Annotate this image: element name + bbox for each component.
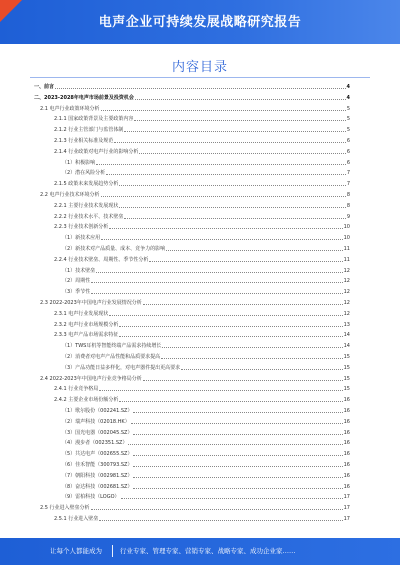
toc-entry-title: （3）季节性 — [62, 289, 91, 296]
toc-dot-leader — [99, 390, 342, 391]
toc-entry[interactable] — [54, 147, 350, 155]
toc-entry-page: 15 — [343, 386, 350, 393]
toc-entry-title: （9）雷柏科技（LOGO） — [62, 494, 120, 501]
toc-dot-leader — [181, 369, 342, 370]
footer-tagline: 行业专家、管理专家、营销专家、战略专家、成功企业家…… — [120, 547, 296, 555]
toc-entry[interactable] — [54, 201, 350, 209]
toc-entry[interactable] — [40, 503, 350, 511]
toc-dot-leader — [119, 207, 345, 208]
toc-entry-title: 2.1 电声行业政策环境分析 — [40, 105, 100, 112]
toc-entry-page: 5 — [346, 105, 350, 112]
toc-entry-title: （1）新技术应用 — [62, 235, 101, 242]
toc-entry-page: 13 — [343, 321, 350, 328]
toc-entry[interactable] — [54, 330, 350, 338]
footer-divider — [112, 545, 113, 557]
toc-entry-page: 12 — [343, 289, 350, 296]
toc-entry-page: 15 — [343, 354, 350, 360]
toc-entry-page: 14 — [343, 343, 350, 350]
toc-entry[interactable] — [54, 114, 350, 122]
toc-entry-page: 12 — [343, 310, 350, 317]
toc-entry-title: 2.3 2022-2023年中国电声行业发展情况分析 — [40, 300, 142, 306]
toc-entry-title: 2.1.4 行业政策对电声行业的影响分析 — [54, 148, 139, 155]
toc-entry-title: 2.2.2 行业技术水平、技术壁垒 — [54, 213, 124, 220]
toc-entry-page: 4 — [346, 94, 350, 101]
toc-entry[interactable] — [62, 449, 350, 457]
toc-dot-leader — [99, 520, 342, 521]
toc-dot-leader — [101, 239, 342, 240]
toc-entry-title: （4）漫步者（002351.SZ） — [62, 440, 128, 447]
toc-dot-leader — [131, 423, 343, 424]
toc-entry-title: 2.3.2 电声行业市场规模分析 — [54, 321, 119, 328]
toc-dot-leader — [96, 164, 346, 165]
toc-entry[interactable] — [62, 244, 350, 252]
toc-dot-leader — [133, 477, 342, 478]
toc-entry-title: 一、前言 — [34, 84, 55, 90]
toc-dot-leader — [91, 509, 343, 510]
toc-entry-title: 2.3.1 电声行业发展现状 — [54, 310, 109, 317]
toc-dot-leader — [106, 174, 346, 175]
toc-entry-page: 11 — [343, 246, 350, 252]
toc-entry-page: 10 — [343, 235, 350, 242]
toc-dot-leader — [133, 434, 342, 435]
toc-entry-page: 12 — [343, 278, 350, 285]
toc-entry-title: 2.5 行业进入壁垒分析 — [40, 505, 90, 512]
toc-dot-leader — [121, 498, 343, 499]
toc-entry-title: （6）佳禾智能（300793.SZ） — [62, 462, 133, 468]
toc-entry-page: 16 — [343, 472, 350, 479]
toc-entry[interactable] — [62, 471, 350, 479]
toc-entry[interactable] — [62, 492, 350, 500]
toc-entry-page: 16 — [343, 451, 350, 458]
toc-entry-page: 16 — [343, 462, 350, 468]
toc-entry-page: 12 — [343, 267, 350, 274]
toc-entry-page: 12 — [343, 300, 350, 306]
toc-dot-leader — [133, 488, 342, 489]
toc-entry-page: 17 — [343, 494, 350, 501]
toc-dot-leader — [133, 455, 342, 456]
toc-dot-leader — [119, 401, 342, 402]
toc-entry-page: 6 — [346, 148, 350, 155]
toc-entry[interactable] — [62, 363, 350, 371]
toc-entry-page: 8 — [346, 192, 350, 198]
toc-entry-title: （2）瑞声科技（02018.HK） — [62, 418, 130, 425]
toc-entry-title: 2.1.1 国家政策背景及主要政策内容 — [54, 116, 134, 123]
toc-entry-title: 2.4.1 行业竞争格局 — [54, 386, 99, 393]
toc-dot-leader — [101, 196, 346, 197]
toc-entry-title: （5）共达电声（002655.SZ） — [62, 451, 133, 458]
toc-entry-page: 6 — [346, 159, 350, 166]
toc-dot-leader — [91, 282, 342, 283]
toc-entry[interactable] — [34, 82, 350, 90]
toc-entry-title: 2.2.4 行业技术壁垒、周期性、季节性分析 — [54, 256, 149, 263]
toc-entry[interactable] — [62, 352, 350, 360]
toc-entry-title: （1）TWS耳机等智能终端产品需求持续增长 — [62, 343, 162, 350]
toc-entry-page: 5 — [346, 127, 350, 134]
toc-entry[interactable] — [62, 460, 350, 468]
footer-banner — [0, 538, 400, 565]
toc-entry-page: 8 — [346, 202, 350, 209]
toc-entry-page: 17 — [343, 516, 350, 522]
toc-entry[interactable] — [40, 298, 350, 306]
toc-entry-page: 7 — [346, 181, 350, 188]
toc-entry-page: 16 — [343, 408, 350, 414]
toc-entry[interactable] — [54, 384, 350, 392]
toc-entry-title: 2.1.3 行业相关标准及规范 — [54, 138, 114, 144]
toc-dot-leader — [143, 380, 343, 381]
toc-entry[interactable] — [40, 190, 350, 198]
toc-dot-leader — [161, 358, 342, 359]
toc-entry-page: 5 — [346, 116, 350, 123]
toc-dot-leader — [119, 326, 342, 327]
toc-entry-page: 16 — [343, 440, 350, 447]
toc-entry[interactable] — [62, 158, 350, 166]
toc-dot-leader — [134, 120, 345, 121]
toc-entry[interactable] — [62, 482, 350, 490]
document-title: 电声企业可持续发展战略研究报告 — [98, 15, 302, 30]
toc-entry-title: 二、2023-2028年电声市场前景及投资机会 — [34, 94, 134, 101]
toc-entry-page: 7 — [346, 170, 350, 177]
toc-entry[interactable] — [54, 514, 350, 522]
toc-entry-title: （7）朝阳科技（002981.SZ） — [62, 472, 133, 479]
toc-entry-page: 14 — [343, 332, 350, 339]
toc-dot-leader — [114, 142, 345, 143]
toc-entry-title: （2）周期性 — [62, 278, 91, 285]
toc-dot-leader — [149, 261, 342, 262]
toc-entry-title: （1）歌尔股份（002241.SZ） — [62, 408, 133, 414]
toc-entry-title: 2.1.2 行业主管部门与监管体制 — [54, 127, 124, 134]
toc-dot-leader — [166, 250, 342, 251]
toc-dot-leader — [124, 131, 345, 132]
toc-dot-leader — [119, 185, 345, 186]
toc-entry-title: 2.2.1 主要行业技术发展现状 — [54, 202, 119, 209]
toc-entry[interactable] — [54, 212, 350, 220]
toc-dot-leader — [55, 88, 346, 89]
toc-entry-page: 15 — [343, 364, 350, 371]
toc-entry[interactable] — [40, 104, 350, 112]
toc-dot-leader — [96, 272, 342, 273]
toc-entry[interactable] — [62, 428, 350, 436]
toc-entry[interactable] — [62, 417, 350, 425]
toc-dot-leader — [128, 444, 342, 445]
toc-entry-title: （3）产品功能日益多样化，对电声器件提出更高要求 — [62, 364, 181, 371]
toc-entry[interactable] — [54, 136, 350, 144]
toc-entry-title: （2）潜在风险分析 — [62, 170, 106, 177]
toc-entry[interactable] — [54, 395, 350, 403]
toc-dot-leader — [133, 412, 342, 413]
toc-entry[interactable] — [54, 222, 350, 230]
toc-entry-page: 6 — [346, 138, 350, 144]
toc-dot-leader — [135, 99, 346, 100]
toc-entry-page: 15 — [343, 375, 350, 382]
toc-entry[interactable] — [62, 438, 350, 446]
toc-entry-page: 16 — [343, 429, 350, 436]
toc-entry-page: 16 — [343, 397, 350, 404]
toc-entry-title: 2.2.3 行业技术创新分析 — [54, 224, 109, 231]
toc-entry[interactable] — [34, 93, 350, 101]
toc-heading: 内容目录 — [171, 60, 228, 75]
toc-dot-leader — [133, 466, 342, 467]
toc-entry-title: （8）奋达科技（002681.SZ） — [62, 483, 133, 490]
toc-entry-page: 10 — [343, 224, 350, 231]
toc-entry-page: 16 — [343, 483, 350, 490]
toc-entry-title: （3）国光电器（002045.SZ） — [62, 429, 133, 436]
toc-entry[interactable] — [54, 125, 350, 133]
toc-entry-title: （2）消费者对电声产品性能和品质要求提高 — [62, 354, 161, 360]
toc-entry-title: （1）积极影响 — [62, 159, 96, 166]
toc-entry-title: 2.3.3 电声产品市场需求特征 — [54, 332, 119, 339]
toc-dot-leader — [139, 153, 345, 154]
toc-entry-title: 2.4.2 主要企业市场份额分析 — [54, 397, 119, 404]
toc-entry[interactable] — [62, 266, 350, 274]
toc-dot-leader — [91, 293, 342, 294]
toc-entry[interactable] — [62, 233, 350, 241]
toc-entry[interactable] — [62, 287, 350, 295]
toc-entry-title: 2.4 2022-2023年中国电声行业竞争格局分析 — [40, 375, 142, 382]
toc-dot-leader — [109, 315, 342, 316]
toc-entry[interactable] — [62, 168, 350, 176]
toc-entry[interactable] — [54, 255, 350, 263]
toc-entry[interactable] — [54, 320, 350, 328]
footer-slogan: 让每个人都能成为 — [50, 547, 102, 555]
toc-entry-page: 9 — [346, 213, 350, 220]
toc-entry[interactable] — [62, 276, 350, 284]
toc-dot-leader — [119, 336, 342, 337]
toc-dot-leader — [143, 304, 343, 305]
toc-dot-leader — [124, 218, 345, 219]
toc-entry-page: 11 — [343, 256, 350, 263]
toc-dot-leader — [109, 228, 342, 229]
toc-entry-title: （1）技术壁垒 — [62, 267, 96, 274]
toc-entry-page: 16 — [343, 418, 350, 425]
toc-entry-page: 17 — [343, 505, 350, 512]
toc-entry[interactable] — [62, 406, 350, 414]
toc-divider — [30, 77, 370, 78]
toc-entry-title: （2）新技术对产品质量、成本、竞争力的影响 — [62, 246, 166, 252]
toc-entry-page: 4 — [346, 84, 350, 90]
toc-entry-title: 2.5.1 行业进入壁垒 — [54, 516, 99, 522]
toc-entry-title: 2.1.5 政策未来发展趋势分析 — [54, 181, 119, 188]
toc-entry[interactable] — [54, 309, 350, 317]
toc-dot-leader — [101, 110, 346, 111]
toc-entry[interactable] — [62, 341, 350, 349]
toc-entry-title: 2.2 电声行业技术环境分析 — [40, 192, 100, 198]
toc-entry[interactable] — [54, 179, 350, 187]
toc-dot-leader — [162, 347, 342, 348]
header-banner — [0, 0, 400, 44]
toc-entry[interactable] — [40, 374, 350, 382]
